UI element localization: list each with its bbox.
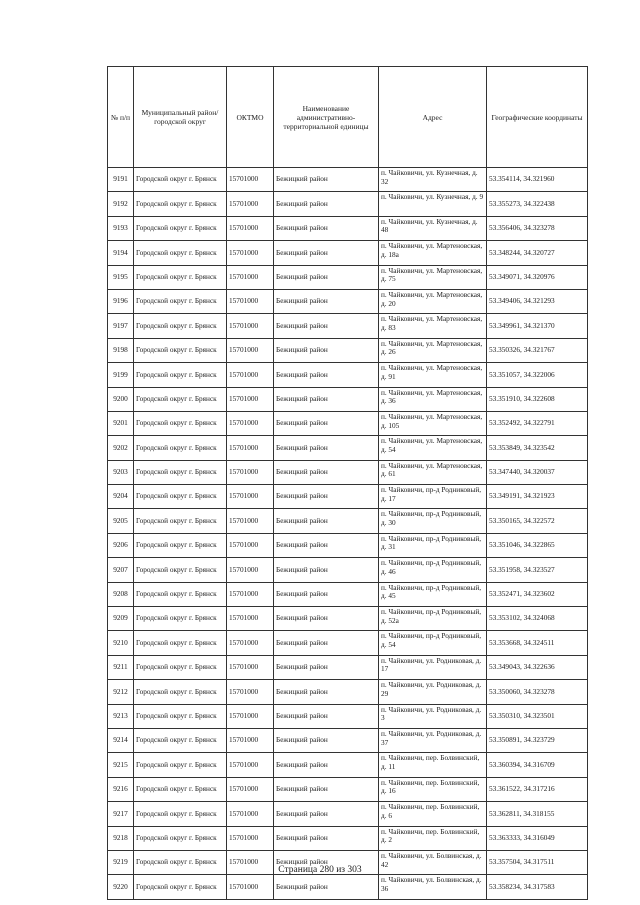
cell-oktmo: 15701000	[227, 216, 274, 240]
cell-coords: 53.349961, 34.321370	[487, 314, 588, 338]
cell-municipality: Городской округ г. Брянск	[134, 436, 227, 460]
cell-address: п. Чайковичи, пр-д Родниковый, д. 30	[379, 509, 487, 533]
table-row	[108, 753, 588, 777]
table-row	[108, 680, 588, 704]
cell-municipality: Городской округ г. Брянск	[134, 387, 227, 411]
cell-unit: Бежицкий район	[274, 875, 379, 899]
cell-num: 9205	[108, 509, 134, 533]
cell-municipality: Городской округ г. Брянск	[134, 631, 227, 655]
table-row	[108, 241, 588, 265]
table-row	[108, 460, 588, 484]
cell-coords: 53.362811, 34.318155	[487, 802, 588, 826]
cell-coords: 53.351057, 34.322006	[487, 363, 588, 387]
cell-municipality: Городской округ г. Брянск	[134, 777, 227, 801]
cell-unit: Бежицкий район	[274, 338, 379, 362]
cell-num: 9200	[108, 387, 134, 411]
table-row	[108, 363, 588, 387]
table-row	[108, 411, 588, 435]
table-row	[108, 655, 588, 679]
cell-coords: 53.350891, 34.323729	[487, 728, 588, 752]
cell-num: 9203	[108, 460, 134, 484]
cell-unit: Бежицкий район	[274, 533, 379, 557]
table-row	[108, 875, 588, 899]
table-row	[108, 777, 588, 801]
table-row	[108, 289, 588, 313]
cell-oktmo: 15701000	[227, 875, 274, 899]
cell-municipality: Городской округ г. Брянск	[134, 533, 227, 557]
cell-coords: 53.354114, 34.321960	[487, 168, 588, 192]
cell-unit: Бежицкий район	[274, 631, 379, 655]
table-row	[108, 314, 588, 338]
cell-address: п. Чайковичи, ул. Мартеновская, д. 20	[379, 289, 487, 313]
cell-num: 9204	[108, 485, 134, 509]
header-oktmo: ОКТМО	[227, 67, 274, 168]
cell-oktmo: 15701000	[227, 509, 274, 533]
cell-oktmo: 15701000	[227, 631, 274, 655]
cell-municipality: Городской округ г. Брянск	[134, 241, 227, 265]
cell-address: п. Чайковичи, ул. Мартеновская, д. 83	[379, 314, 487, 338]
cell-coords: 53.349191, 34.321923	[487, 485, 588, 509]
cell-coords: 53.358234, 34.317583	[487, 875, 588, 899]
cell-num: 9218	[108, 826, 134, 850]
cell-oktmo: 15701000	[227, 387, 274, 411]
cell-oktmo: 15701000	[227, 607, 274, 631]
cell-coords: 53.349406, 34.321293	[487, 289, 588, 313]
cell-unit: Бежицкий район	[274, 777, 379, 801]
cell-coords: 53.356406, 34.323278	[487, 216, 588, 240]
cell-num: 9214	[108, 728, 134, 752]
cell-address: п. Чайковичи, ул. Кузнечная, д. 48	[379, 216, 487, 240]
cell-oktmo: 15701000	[227, 558, 274, 582]
document-table-wrapper	[107, 66, 588, 900]
cell-municipality: Городской округ г. Брянск	[134, 802, 227, 826]
cell-num: 9216	[108, 777, 134, 801]
cell-address: п. Чайковичи, ул. Болвинская, д. 36	[379, 875, 487, 899]
cell-municipality: Городской округ г. Брянск	[134, 509, 227, 533]
cell-address: п. Чайковичи, пер. Болвинский, д. 16	[379, 777, 487, 801]
cell-municipality: Городской округ г. Брянск	[134, 558, 227, 582]
cell-coords: 53.351958, 34.323527	[487, 558, 588, 582]
cell-municipality: Городской округ г. Брянск	[134, 338, 227, 362]
cell-coords: 53.357504, 34.317511	[487, 850, 588, 874]
cell-unit: Бежицкий район	[274, 558, 379, 582]
table-row	[108, 192, 588, 216]
cell-coords: 53.350165, 34.322572	[487, 509, 588, 533]
header-num: № п/п	[108, 67, 134, 168]
cell-unit: Бежицкий район	[274, 168, 379, 192]
cell-municipality: Городской округ г. Брянск	[134, 728, 227, 752]
cell-num: 9196	[108, 289, 134, 313]
cell-oktmo: 15701000	[227, 655, 274, 679]
cell-oktmo: 15701000	[227, 704, 274, 728]
cell-address: п. Чайковичи, ул. Мартеновская, д. 91	[379, 363, 487, 387]
cell-municipality: Городской округ г. Брянск	[134, 485, 227, 509]
table-row	[108, 802, 588, 826]
cell-coords: 53.348244, 34.320727	[487, 241, 588, 265]
cell-num: 9212	[108, 680, 134, 704]
cell-address: п. Чайковичи, ул. Мартеновская, д. 26	[379, 338, 487, 362]
table-row	[108, 265, 588, 289]
cell-coords: 53.352471, 34.323602	[487, 582, 588, 606]
table-row	[108, 338, 588, 362]
cell-oktmo: 15701000	[227, 314, 274, 338]
table-row	[108, 387, 588, 411]
cell-municipality: Городской округ г. Брянск	[134, 363, 227, 387]
cell-num: 9194	[108, 241, 134, 265]
cell-num: 9211	[108, 655, 134, 679]
cell-oktmo: 15701000	[227, 802, 274, 826]
cell-address: п. Чайковичи, пр-д Родниковый, д. 17	[379, 485, 487, 509]
cell-unit: Бежицкий район	[274, 411, 379, 435]
cell-municipality: Городской округ г. Брянск	[134, 460, 227, 484]
cell-oktmo: 15701000	[227, 533, 274, 557]
cell-municipality: Городской округ г. Брянск	[134, 265, 227, 289]
cell-coords: 53.351910, 34.322608	[487, 387, 588, 411]
cell-oktmo: 15701000	[227, 460, 274, 484]
cell-address: п. Чайковичи, пер. Болвинский, д. 11	[379, 753, 487, 777]
cell-address: п. Чайковичи, пр-д Родниковый, д. 54	[379, 631, 487, 655]
cell-municipality: Городской округ г. Брянск	[134, 582, 227, 606]
cell-municipality: Городской округ г. Брянск	[134, 704, 227, 728]
cell-coords: 53.351046, 34.322865	[487, 533, 588, 557]
cell-oktmo: 15701000	[227, 728, 274, 752]
cell-municipality: Городской округ г. Брянск	[134, 607, 227, 631]
page-number: Страница 280 из 303	[278, 865, 362, 875]
cell-address: п. Чайковичи, ул. Болвинская, д. 42	[379, 850, 487, 874]
cell-address: п. Чайковичи, ул. Кузнечная, д. 9	[379, 192, 487, 216]
table-row	[108, 168, 588, 192]
cell-unit: Бежицкий район	[274, 387, 379, 411]
cell-coords: 53.361522, 34.317216	[487, 777, 588, 801]
cell-address: п. Чайковичи, ул. Мартеновская, д. 36	[379, 387, 487, 411]
cell-municipality: Городской округ г. Брянск	[134, 826, 227, 850]
cell-unit: Бежицкий район	[274, 314, 379, 338]
cell-oktmo: 15701000	[227, 241, 274, 265]
cell-address: п. Чайковичи, ул. Мартеновская, д. 61	[379, 460, 487, 484]
cell-coords: 53.360394, 34.316709	[487, 753, 588, 777]
coordinates-table	[107, 66, 588, 900]
cell-oktmo: 15701000	[227, 289, 274, 313]
cell-oktmo: 15701000	[227, 777, 274, 801]
cell-coords: 53.350310, 34.323501	[487, 704, 588, 728]
table-row	[108, 607, 588, 631]
cell-num: 9195	[108, 265, 134, 289]
cell-address: п. Чайковичи, пер. Болвинский, д. 6	[379, 802, 487, 826]
cell-address: п. Чайковичи, ул. Родниковая, д. 17	[379, 655, 487, 679]
cell-unit: Бежицкий район	[274, 582, 379, 606]
cell-unit: Бежицкий район	[274, 753, 379, 777]
cell-municipality: Городской округ г. Брянск	[134, 411, 227, 435]
cell-address: п. Чайковичи, пр-д Родниковый, д. 31	[379, 533, 487, 557]
cell-unit: Бежицкий район	[274, 680, 379, 704]
cell-num: 9202	[108, 436, 134, 460]
cell-num: 9209	[108, 607, 134, 631]
cell-oktmo: 15701000	[227, 680, 274, 704]
cell-coords: 53.349071, 34.320976	[487, 265, 588, 289]
cell-coords: 53.353102, 34.324068	[487, 607, 588, 631]
cell-unit: Бежицкий район	[274, 850, 379, 874]
cell-oktmo: 15701000	[227, 192, 274, 216]
cell-address: п. Чайковичи, ул. Родниковая, д. 29	[379, 680, 487, 704]
table-row	[108, 631, 588, 655]
cell-unit: Бежицкий район	[274, 485, 379, 509]
cell-address: п. Чайковичи, пр-д Родниковый, д. 52а	[379, 607, 487, 631]
cell-coords: 53.355273, 34.322438	[487, 192, 588, 216]
cell-oktmo: 15701000	[227, 850, 274, 874]
cell-address: п. Чайковичи, ул. Родниковая, д. 37	[379, 728, 487, 752]
cell-coords: 53.352492, 34.322791	[487, 411, 588, 435]
cell-municipality: Городской округ г. Брянск	[134, 753, 227, 777]
cell-unit: Бежицкий район	[274, 241, 379, 265]
cell-municipality: Городской округ г. Брянск	[134, 216, 227, 240]
cell-address: п. Чайковичи, ул. Родниковая, д. 3	[379, 704, 487, 728]
cell-num: 9219	[108, 850, 134, 874]
cell-unit: Бежицкий район	[274, 363, 379, 387]
cell-oktmo: 15701000	[227, 826, 274, 850]
cell-num: 9207	[108, 558, 134, 582]
cell-num: 9191	[108, 168, 134, 192]
table-header-row	[108, 67, 588, 168]
cell-address: п. Чайковичи, ул. Мартеновская, д. 75	[379, 265, 487, 289]
cell-municipality: Городской округ г. Брянск	[134, 655, 227, 679]
table-body	[108, 168, 588, 900]
cell-num: 9215	[108, 753, 134, 777]
header-unit: Наименование административно-территориальной единицы	[274, 67, 379, 168]
cell-coords: 53.347440, 34.320037	[487, 460, 588, 484]
table-row	[108, 558, 588, 582]
header-municipality: Муниципальный район/городской округ	[134, 67, 227, 168]
cell-address: п. Чайковичи, ул. Мартеновская, д. 18а	[379, 241, 487, 265]
cell-num: 9201	[108, 411, 134, 435]
cell-oktmo: 15701000	[227, 753, 274, 777]
cell-municipality: Городской округ г. Брянск	[134, 168, 227, 192]
cell-address: п. Чайковичи, пр-д Родниковый, д. 45	[379, 582, 487, 606]
cell-num: 9220	[108, 875, 134, 899]
cell-unit: Бежицкий район	[274, 607, 379, 631]
header-coords: Географические координаты	[487, 67, 588, 168]
cell-num: 9208	[108, 582, 134, 606]
cell-num: 9197	[108, 314, 134, 338]
cell-oktmo: 15701000	[227, 485, 274, 509]
cell-address: п. Чайковичи, пр-д Родниковый, д. 46	[379, 558, 487, 582]
cell-unit: Бежицкий район	[274, 216, 379, 240]
cell-unit: Бежицкий район	[274, 265, 379, 289]
table-row	[108, 533, 588, 557]
header-address: Адрес	[379, 67, 487, 168]
cell-coords: 53.350326, 34.321767	[487, 338, 588, 362]
cell-address: п. Чайковичи, пер. Болвинский, д. 2	[379, 826, 487, 850]
cell-num: 9199	[108, 363, 134, 387]
cell-address: п. Чайковичи, ул. Мартеновская, д. 54	[379, 436, 487, 460]
cell-unit: Бежицкий район	[274, 728, 379, 752]
cell-oktmo: 15701000	[227, 363, 274, 387]
cell-municipality: Городской округ г. Брянск	[134, 680, 227, 704]
cell-oktmo: 15701000	[227, 411, 274, 435]
cell-num: 9192	[108, 192, 134, 216]
cell-oktmo: 15701000	[227, 582, 274, 606]
table-row	[108, 509, 588, 533]
cell-address: п. Чайковичи, ул. Кузнечная, д. 32	[379, 168, 487, 192]
table-row	[108, 582, 588, 606]
cell-unit: Бежицкий район	[274, 826, 379, 850]
cell-unit: Бежицкий район	[274, 655, 379, 679]
cell-coords: 53.350060, 34.323278	[487, 680, 588, 704]
cell-municipality: Городской округ г. Брянск	[134, 289, 227, 313]
cell-coords: 53.353849, 34.323542	[487, 436, 588, 460]
cell-municipality: Городской округ г. Брянск	[134, 314, 227, 338]
cell-num: 9206	[108, 533, 134, 557]
cell-address: п. Чайковичи, ул. Мартеновская, д. 105	[379, 411, 487, 435]
cell-coords: 53.349043, 34.322636	[487, 655, 588, 679]
cell-num: 9198	[108, 338, 134, 362]
cell-num: 9213	[108, 704, 134, 728]
cell-num: 9193	[108, 216, 134, 240]
cell-unit: Бежицкий район	[274, 289, 379, 313]
table-row	[108, 485, 588, 509]
table-row	[108, 728, 588, 752]
cell-unit: Бежицкий район	[274, 802, 379, 826]
cell-num: 9210	[108, 631, 134, 655]
cell-municipality: Городской округ г. Брянск	[134, 850, 227, 874]
cell-oktmo: 15701000	[227, 436, 274, 460]
cell-oktmo: 15701000	[227, 265, 274, 289]
cell-municipality: Городской округ г. Брянск	[134, 875, 227, 899]
cell-unit: Бежицкий район	[274, 704, 379, 728]
cell-coords: 53.363333, 34.316049	[487, 826, 588, 850]
cell-oktmo: 15701000	[227, 338, 274, 362]
table-row	[108, 436, 588, 460]
cell-oktmo: 15701000	[227, 168, 274, 192]
cell-unit: Бежицкий район	[274, 509, 379, 533]
cell-unit: Бежицкий район	[274, 436, 379, 460]
cell-coords: 53.353668, 34.324511	[487, 631, 588, 655]
table-row	[108, 704, 588, 728]
cell-unit: Бежицкий район	[274, 460, 379, 484]
table-row	[108, 826, 588, 850]
cell-unit: Бежицкий район	[274, 192, 379, 216]
cell-num: 9217	[108, 802, 134, 826]
cell-municipality: Городской округ г. Брянск	[134, 192, 227, 216]
table-row	[108, 216, 588, 240]
